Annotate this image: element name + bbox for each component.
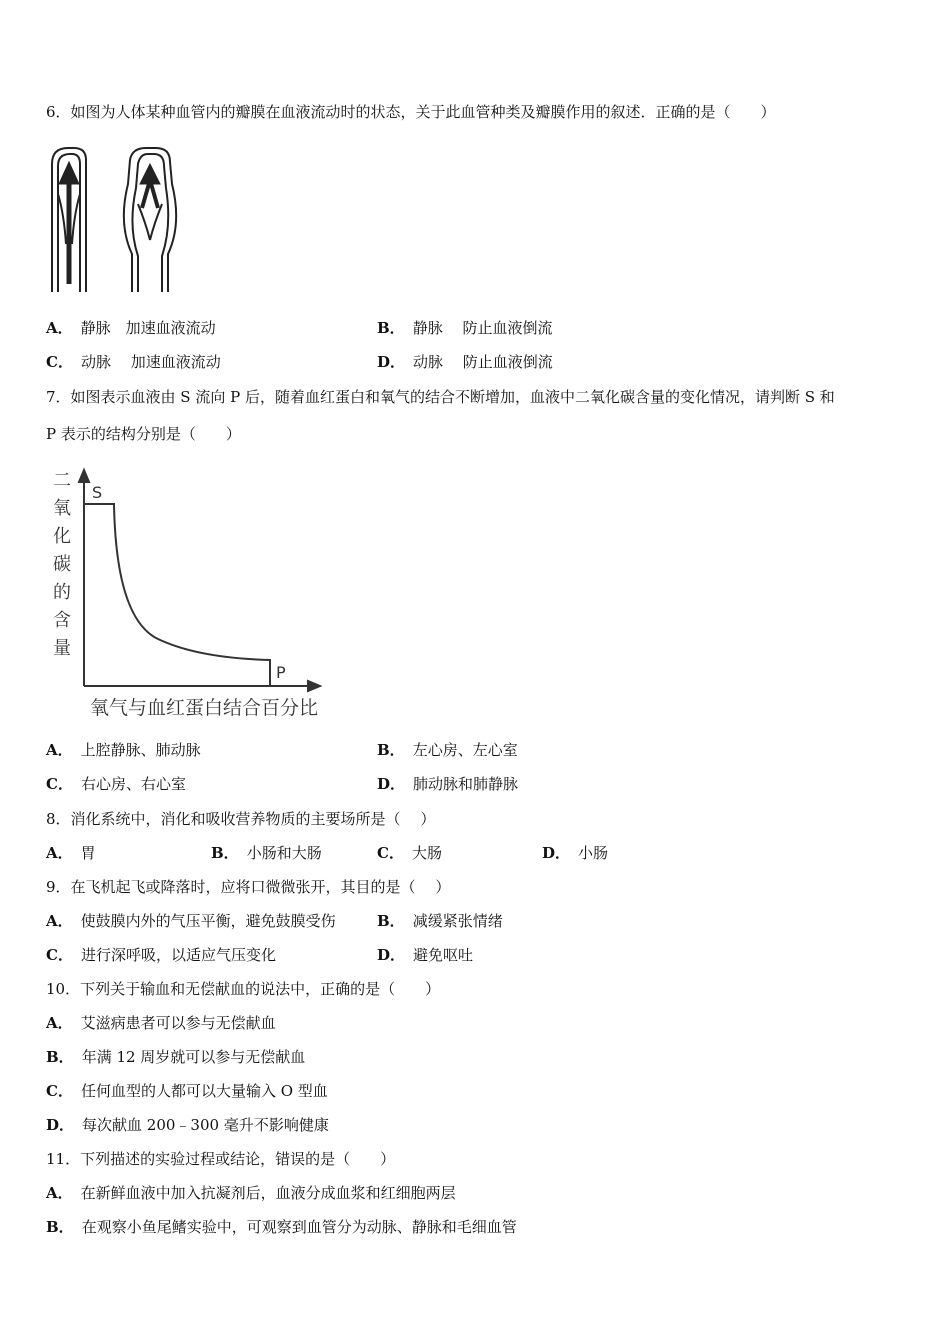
y-label-char: 的 [53, 582, 71, 603]
q10-stem: 10．下列关于输血和无偿献血的说法中，正确的是（ ） [46, 980, 441, 998]
co2-curve-chart [46, 466, 346, 722]
q9-option-d[interactable]: D． 避免呕吐 [377, 946, 474, 964]
y-label-char: 量 [53, 638, 71, 659]
q11-option-a[interactable]: A． 在新鲜血液中加入抗凝剂后，血液分成血浆和红细胞两层 [46, 1184, 456, 1202]
y-label-char: 氧 [53, 498, 71, 519]
q10-option-a[interactable]: A． 艾滋病患者可以参与无偿献血 [46, 1014, 276, 1032]
q7-option-d[interactable]: D． 肺动脉和肺静脉 [377, 775, 519, 793]
q6-stem: 6．如图为人体某种血管内的瓣膜在血液流动时的状态，关于此血管种类及瓣膜作用的叙述．正确的是（ ） [46, 103, 776, 121]
y-label-char: 二 [53, 470, 71, 491]
y-axis-arrow [79, 470, 89, 482]
q8-option-c[interactable]: C． 大肠 [377, 844, 442, 862]
q10-option-b[interactable]: B． 年满 12 周岁就可以参与无偿献血 [46, 1048, 306, 1066]
q7-option-c[interactable]: C． 右心房、右心室 [46, 775, 186, 793]
q7-stem-line1: 7．如图表示血液由 S 流向 P 后，随着血红蛋白和氧气的结合不断增加，血液中二氧化碳含量的变化情况，请判断 S 和 [46, 388, 835, 406]
q10-option-c[interactable]: C． 任何血型的人都可以大量输入 O 型血 [46, 1082, 328, 1100]
q9-stem: 9．在飞机起飞或降落时，应将口微微张开，其目的是（ ） [46, 878, 451, 896]
x-axis-label: 氧气与血红蛋白结合百分比 [90, 697, 319, 719]
end-label-p: P [276, 663, 286, 682]
y-label-char: 碳 [53, 554, 71, 575]
y-label-char: 含 [53, 610, 71, 631]
q6-option-c[interactable]: C． 动脉 加速血液流动 [46, 353, 221, 371]
q6-option-b[interactable]: B． 静脉 防止血液倒流 [377, 319, 553, 337]
vein-valve-figure [46, 144, 186, 296]
q7-option-b[interactable]: B． 左心房、左心室 [377, 741, 518, 759]
q8-option-b[interactable]: B． 小肠和大肠 [211, 844, 322, 862]
q11-stem: 11．下列描述的实验过程或结论，错误的是（ ） [46, 1150, 396, 1168]
q6-option-a[interactable]: A． 静脉 加速血液流动 [46, 319, 216, 337]
q9-option-a[interactable]: A． 使鼓膜内外的气压平衡，避免鼓膜受伤 [46, 912, 336, 930]
y-label-char: 化 [53, 526, 71, 547]
q9-option-b[interactable]: B． 减缓紧张情绪 [377, 912, 503, 930]
start-label-s: S [92, 483, 103, 502]
q7-option-a[interactable]: A． 上腔静脉、肺动脉 [46, 741, 201, 759]
q8-option-d[interactable]: D． 小肠 [542, 844, 609, 862]
q6-option-d[interactable]: D． 动脉 防止血液倒流 [377, 353, 553, 371]
q8-option-a[interactable]: A． 胃 [46, 844, 96, 862]
q10-option-d[interactable]: D． 每次献血 200﹣300 毫升不影响健康 [46, 1116, 329, 1134]
co2-curve [84, 504, 270, 686]
q7-stem-line2: P 表示的结构分别是（ ） [46, 425, 241, 443]
q9-option-c[interactable]: C． 进行深呼吸，以适应气压变化 [46, 946, 276, 964]
x-axis-arrow [308, 681, 320, 691]
q11-option-b[interactable]: B． 在观察小鱼尾鳍实验中，可观察到血管分为动脉、静脉和毛细血管 [46, 1218, 517, 1236]
q8-stem: 8．消化系统中，消化和吸收营养物质的主要场所是（ ） [46, 810, 436, 828]
